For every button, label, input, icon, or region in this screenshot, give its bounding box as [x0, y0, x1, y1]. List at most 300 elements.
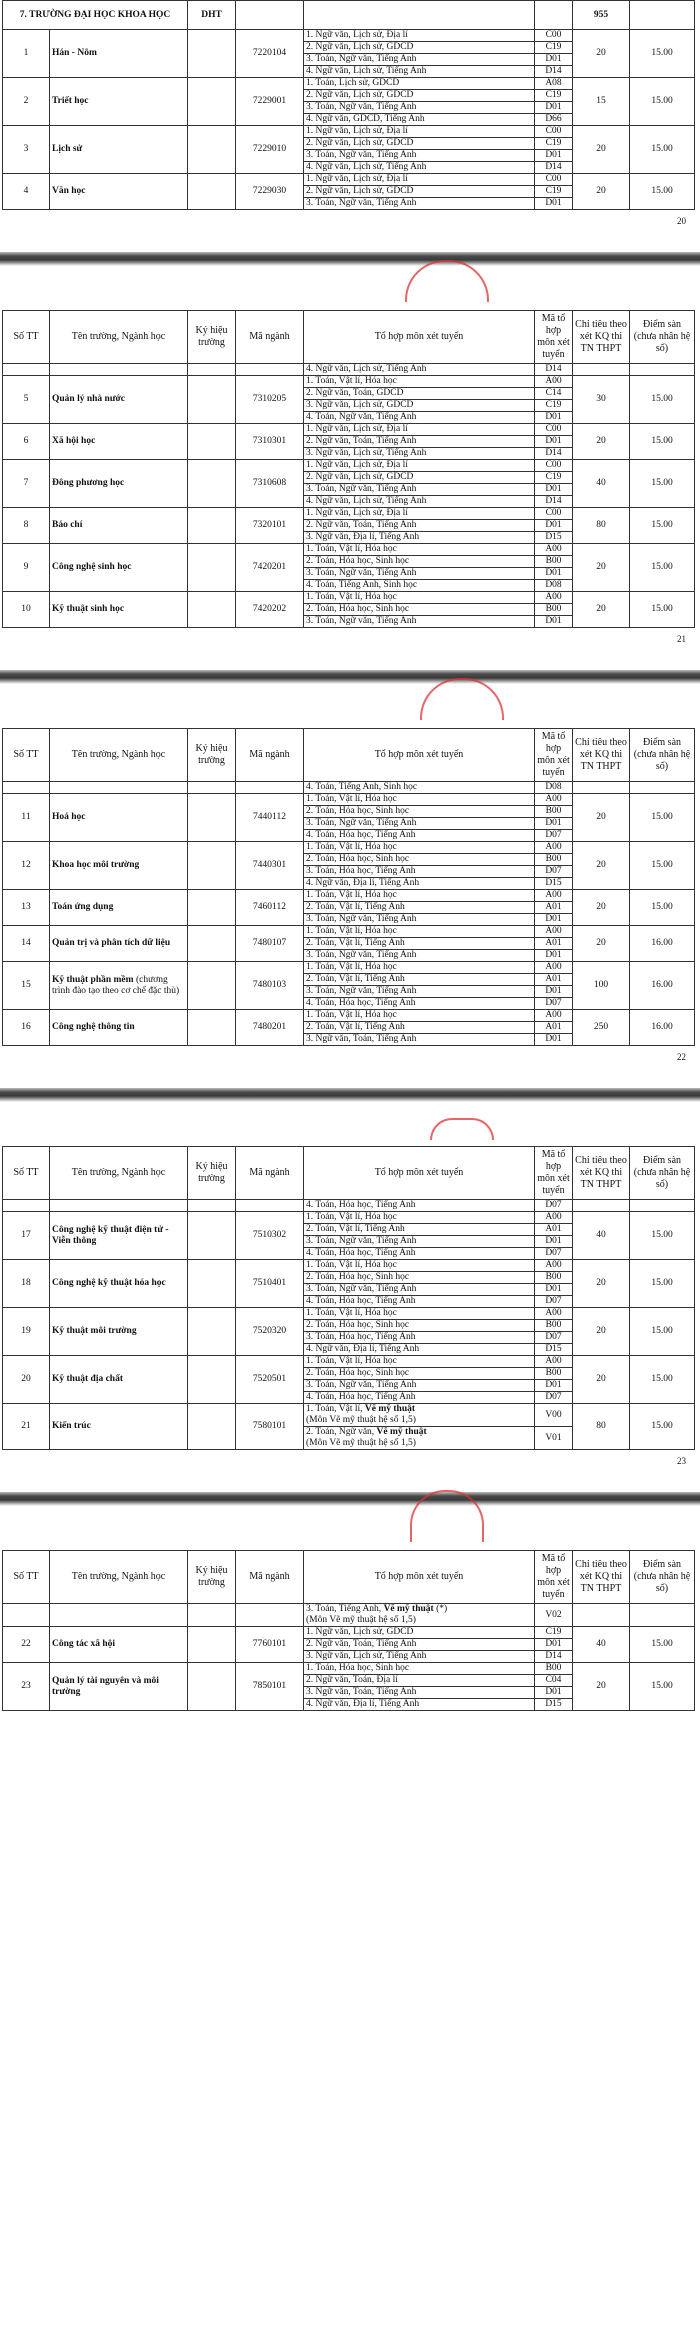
combination-code: D01	[535, 54, 573, 66]
school-total-quota: 955	[573, 1, 630, 30]
major-name	[50, 424, 188, 460]
empty-cell	[573, 364, 630, 376]
major-code: 7480107	[236, 926, 304, 962]
quota-value: 20	[573, 890, 630, 926]
page-number: 20	[677, 216, 686, 226]
major-name-text: Quản lý nhà nước	[52, 394, 125, 404]
combination-code: D01	[535, 986, 573, 998]
combination-text: 1. Toán, Hóa học, Sinh học	[304, 1663, 535, 1675]
table-row	[3, 1212, 695, 1224]
combination-text: 3. Ngữ văn, Địa lí, Tiếng Anh	[304, 532, 535, 544]
combination-code: D08	[535, 580, 573, 592]
empty-cell	[3, 782, 50, 794]
combination-text: 2. Toán, Hóa học, Sinh học	[304, 556, 535, 568]
combination-text: 2. Ngữ văn, Lịch sử, GDCD	[304, 186, 535, 198]
combination-code: A00	[535, 926, 573, 938]
combination-code: D15	[535, 878, 573, 890]
min-score-value: 15.00	[630, 544, 695, 592]
combination-text: 2. Ngữ văn, Lịch sử, GDCD	[304, 42, 535, 54]
red-stamp-mark	[420, 678, 504, 720]
school-symbol-cell	[188, 544, 236, 592]
major-code: 7420201	[236, 544, 304, 592]
combination-code: D01	[535, 520, 573, 532]
combination-text: 1. Toán, Vật lí, Hóa học	[304, 1010, 535, 1022]
combination-code: A01	[535, 974, 573, 986]
combination-text: 2. Ngữ văn, Lịch sử, GDCD	[304, 138, 535, 150]
table-row	[3, 1404, 695, 1427]
combination-text	[304, 1427, 535, 1450]
page-20	[0, 0, 700, 230]
combination-text: 4. Ngữ văn, Lịch sử, Tiếng Anh	[304, 162, 535, 174]
combination-code: A00	[535, 1010, 573, 1022]
page-separator	[0, 230, 700, 310]
combination-code: C19	[535, 186, 573, 198]
major-code: 7480201	[236, 1010, 304, 1046]
combination-text: 3. Toán, Ngữ văn, Tiếng Anh	[304, 102, 535, 114]
table-row	[3, 376, 695, 388]
combination-text: 4. Toán, Hóa học, Tiếng Anh	[304, 1296, 535, 1308]
major-name	[50, 508, 188, 544]
major-code: 7420202	[236, 592, 304, 628]
major-name	[50, 30, 188, 78]
major-code: 7520501	[236, 1356, 304, 1404]
major-name-text: Triết học	[52, 96, 89, 106]
combination-code: D14	[535, 162, 573, 174]
school-symbol-cell	[188, 460, 236, 508]
major-name	[50, 1212, 188, 1260]
min-score-value: 15.00	[630, 460, 695, 508]
col-header-combination-code: Mã tổ hợp môn xét tuyển	[535, 1551, 573, 1604]
combination-code: D01	[535, 568, 573, 580]
school-symbol-cell	[188, 592, 236, 628]
combination-text: 2. Ngữ văn, Lịch sử, GDCD	[304, 90, 535, 102]
combination-code: D07	[535, 1332, 573, 1344]
school-symbol-cell	[188, 78, 236, 126]
major-name-text: Kỹ thuật phần mềm	[52, 974, 134, 985]
combination-text: 2. Toán, Vật lí, Tiếng Anh	[304, 938, 535, 950]
school-symbol-cell	[188, 174, 236, 210]
combination-code: D07	[535, 866, 573, 878]
combination-text: 2. Ngữ văn, Toán, Tiếng Anh	[304, 1639, 535, 1651]
major-code: 7440301	[236, 842, 304, 890]
combination-code: B00	[535, 806, 573, 818]
table-header-row	[3, 311, 695, 364]
combination-text: 4. Ngữ văn, GDCD, Tiếng Anh	[304, 114, 535, 126]
combination-text: 2. Toán, Vật lí, Tiếng Anh	[304, 902, 535, 914]
major-name-text: Kỹ thuật sinh học	[52, 604, 125, 614]
table-row	[3, 1356, 695, 1368]
combination-text: 1. Ngữ văn, Lịch sử, Địa lí	[304, 174, 535, 186]
combination-code: D01	[535, 1034, 573, 1046]
page-24	[0, 1550, 700, 1711]
combination-code: A00	[535, 962, 573, 974]
major-code: 7510401	[236, 1260, 304, 1308]
major-code: 7460112	[236, 890, 304, 926]
major-code: 7310608	[236, 460, 304, 508]
col-header-stt: Số TT	[3, 1147, 50, 1200]
school-header-row	[3, 1, 695, 30]
combination-code: A00	[535, 794, 573, 806]
quota-value: 20	[573, 1356, 630, 1404]
min-score-value: 15.00	[630, 592, 695, 628]
combination-code: C00	[535, 174, 573, 186]
combination-code: D14	[535, 448, 573, 460]
table-row	[3, 1010, 695, 1022]
col-header-name: Tên trường, Ngành học	[50, 311, 188, 364]
combination-text: 2. Ngữ văn, Toán, Tiếng Anh	[304, 520, 535, 532]
school-symbol-cell	[188, 376, 236, 424]
combination-code: D01	[535, 484, 573, 496]
empty-cell	[573, 782, 630, 794]
min-score-value: 15.00	[630, 30, 695, 78]
page-separator	[0, 1470, 700, 1550]
combination-text: 2. Toán, Vật lí, Tiếng Anh	[304, 974, 535, 986]
combination-code: D07	[535, 1296, 573, 1308]
col-header-combination: Tổ hợp môn xét tuyển	[304, 1551, 535, 1604]
combination-code: C19	[535, 90, 573, 102]
major-name	[50, 544, 188, 592]
combination-code: D15	[535, 532, 573, 544]
school-symbol-cell	[188, 1212, 236, 1260]
quota-value: 15	[573, 78, 630, 126]
combination-text: 1. Toán, Vật lí, Hóa học	[304, 1260, 535, 1272]
combination-text: 3. Ngữ văn, Lịch sử, GDCD	[304, 400, 535, 412]
combination-text: 3. Ngữ văn, Toán, Tiếng Anh	[304, 1034, 535, 1046]
major-name-text: Công nghệ kỹ thuật điện tử - Viễn thông	[52, 1224, 169, 1246]
combination-text: 2. Ngữ văn, Lịch sử, GDCD	[304, 472, 535, 484]
col-header-stt: Số TT	[3, 1551, 50, 1604]
table-row	[3, 126, 695, 138]
combination-code: C04	[535, 1675, 573, 1687]
table-header-row	[3, 1147, 695, 1200]
school-symbol-cell	[188, 794, 236, 842]
min-score-value: 15.00	[630, 126, 695, 174]
quota-value: 20	[573, 842, 630, 890]
combination-text: 2. Toán, Hóa học, Sinh học	[304, 806, 535, 818]
page-21	[0, 310, 700, 648]
table-header-row	[3, 1551, 695, 1604]
combination-code: C14	[535, 388, 573, 400]
combination-code: D01	[535, 1639, 573, 1651]
combination-code: D01	[535, 616, 573, 628]
combination-text: 2. Toán, Vật lí, Tiếng Anh	[304, 1224, 535, 1236]
col-header-quota: Chỉ tiêu theo xét KQ thi TN THPT	[573, 1551, 630, 1604]
empty-cell	[236, 364, 304, 376]
red-stamp-mark	[410, 1490, 484, 1542]
combination-text: 1. Toán, Vật lí, Hóa học	[304, 1356, 535, 1368]
major-name-text: Hoá học	[52, 812, 86, 822]
row-number: 14	[3, 926, 50, 962]
combination-text: 1. Ngữ văn, Lịch sử, Địa lí	[304, 30, 535, 42]
combination-text: 4. Ngữ văn, Lịch sử, Tiếng Anh	[304, 66, 535, 78]
combination-code: D14	[535, 496, 573, 508]
combination-code: C00	[535, 460, 573, 472]
major-code: 7510302	[236, 1212, 304, 1260]
combination-code: D01	[535, 102, 573, 114]
major-name	[50, 926, 188, 962]
combination-code: V00	[535, 1404, 573, 1427]
major-name	[50, 460, 188, 508]
col-header-name: Tên trường, Ngành học	[50, 1551, 188, 1604]
major-name-text: Công nghệ kỹ thuật hóa học	[52, 1278, 166, 1288]
combination-text: 1. Toán, Vật lí, Hóa học	[304, 926, 535, 938]
major-name-text: Báo chí	[52, 520, 83, 530]
major-name	[50, 962, 188, 1010]
col-header-symbol: Ký hiệu trường	[188, 311, 236, 364]
row-number: 18	[3, 1260, 50, 1308]
major-name	[50, 174, 188, 210]
combination-code: C19	[535, 42, 573, 54]
school-name: 7. TRƯỜNG ĐẠI HỌC KHOA HỌC	[3, 1, 188, 30]
combination-code: D07	[535, 1248, 573, 1260]
combination-text: 1. Toán, Vật lí, Hóa học	[304, 890, 535, 902]
combination-code: V01	[535, 1427, 573, 1450]
empty-cell	[188, 1200, 236, 1212]
min-score-value: 15.00	[630, 508, 695, 544]
col-header-min-score: Điểm sàn (chưa nhân hệ số)	[630, 1551, 695, 1604]
combination-code: D07	[535, 998, 573, 1010]
combination-code: D01	[535, 1380, 573, 1392]
row-number: 20	[3, 1356, 50, 1404]
min-score-value: 15.00	[630, 424, 695, 460]
major-name	[50, 1404, 188, 1450]
continuation-row	[3, 782, 695, 794]
col-header-combination: Tổ hợp môn xét tuyển	[304, 311, 535, 364]
combination-code: D14	[535, 1651, 573, 1663]
continuation-row	[3, 1200, 695, 1212]
row-number: 4	[3, 174, 50, 210]
major-name-text: Kiến trúc	[52, 1421, 91, 1431]
table-row	[3, 1308, 695, 1320]
combination-text: 4. Toán, Tiếng Anh, Sinh học	[304, 580, 535, 592]
combination-text: 4. Ngữ văn, Địa lí, Tiếng Anh	[304, 1344, 535, 1356]
min-score-value: 15.00	[630, 174, 695, 210]
combination-code: B00	[535, 604, 573, 616]
combination-text: 4. Toán, Hóa học, Tiếng Anh	[304, 998, 535, 1010]
combination-text	[304, 1404, 535, 1427]
combination-text: 1. Toán, Vật lí, Hóa học	[304, 1212, 535, 1224]
continuation-row	[3, 364, 695, 376]
row-number: 23	[3, 1663, 50, 1711]
combination-text: 3. Ngữ văn, Lịch sử, Tiếng Anh	[304, 1651, 535, 1663]
quota-value: 20	[573, 1260, 630, 1308]
col-header-symbol: Ký hiệu trường	[188, 729, 236, 782]
school-symbol-cell	[188, 890, 236, 926]
combination-code: B00	[535, 1272, 573, 1284]
quota-value: 40	[573, 460, 630, 508]
combination-text: 3. Toán, Ngữ văn, Tiếng Anh	[304, 950, 535, 962]
major-name-text: Quản lý tài nguyên và môi trường	[52, 1675, 159, 1697]
combination-code: A00	[535, 1212, 573, 1224]
combination-text: 3. Toán, Ngữ văn, Tiếng Anh	[304, 484, 535, 496]
combination-code: D01	[535, 198, 573, 210]
combination-code: D01	[535, 1284, 573, 1296]
admission-table-page-20	[2, 0, 695, 210]
quota-value: 100	[573, 962, 630, 1010]
min-score-value: 15.00	[630, 890, 695, 926]
empty-cell	[573, 1604, 630, 1627]
quota-value: 250	[573, 1010, 630, 1046]
min-score-value: 16.00	[630, 962, 695, 1010]
school-symbol-cell	[188, 842, 236, 890]
row-number: 1	[3, 30, 50, 78]
empty-cell	[630, 782, 695, 794]
major-name	[50, 1663, 188, 1711]
table-row	[3, 30, 695, 42]
major-name-text: Hán - Nôm	[52, 48, 97, 58]
table-row	[3, 174, 695, 186]
min-score-value: 15.00	[630, 1356, 695, 1404]
combination-code: C00	[535, 508, 573, 520]
col-header-combination-code: Mã tổ hợp môn xét tuyển	[535, 1147, 573, 1200]
combination-code: D01	[535, 1687, 573, 1699]
combination-code: D01	[535, 1236, 573, 1248]
min-score-value: 15.00	[630, 1308, 695, 1356]
table-header-row	[3, 729, 695, 782]
combination-text: 4. Ngữ văn, Lịch sử, Tiếng Anh	[304, 364, 535, 376]
school-code: DHT	[188, 1, 236, 30]
min-score-value: 16.00	[630, 926, 695, 962]
empty-cell	[50, 782, 188, 794]
combination-code: C19	[535, 472, 573, 484]
col-header-symbol: Ký hiệu trường	[188, 1551, 236, 1604]
combination-code: D15	[535, 1344, 573, 1356]
school-symbol-cell	[188, 1308, 236, 1356]
table-row	[3, 424, 695, 436]
major-code: 7220104	[236, 30, 304, 78]
major-name-text: Xã hội học	[52, 436, 96, 446]
combination-text: 3. Toán, Ngữ văn, Tiếng Anh	[304, 150, 535, 162]
col-header-quota: Chỉ tiêu theo xét KQ thi TN THPT	[573, 729, 630, 782]
empty-cell	[50, 364, 188, 376]
col-header-combination: Tổ hợp môn xét tuyển	[304, 1147, 535, 1200]
min-score-value: 15.00	[630, 1627, 695, 1663]
combination-code: C19	[535, 1627, 573, 1639]
combination-code: D14	[535, 364, 573, 376]
page-number: 21	[677, 634, 686, 644]
combination-main: 3. Toán, Tiếng Anh, Vẽ mỹ thuật (*)	[306, 1604, 448, 1614]
row-number: 6	[3, 424, 50, 460]
combination-text: 1. Toán, Vật lí, Hóa học	[304, 962, 535, 974]
combination-text: 4. Toán, Ngữ văn, Tiếng Anh	[304, 412, 535, 424]
major-name	[50, 592, 188, 628]
major-name	[50, 842, 188, 890]
row-number: 11	[3, 794, 50, 842]
min-score-value: 15.00	[630, 1212, 695, 1260]
combination-note: (Môn Vẽ mỹ thuật hệ số 1,5)	[306, 1415, 416, 1425]
combination-code: A00	[535, 842, 573, 854]
quota-value: 30	[573, 376, 630, 424]
table-row	[3, 592, 695, 604]
empty-cell	[236, 782, 304, 794]
combination-code: D08	[535, 782, 573, 794]
row-number: 3	[3, 126, 50, 174]
col-header-code: Mã ngành	[236, 1147, 304, 1200]
min-score-value: 15.00	[630, 794, 695, 842]
row-number: 15	[3, 962, 50, 1010]
combination-text: 1. Ngữ văn, Lịch sử, Địa lí	[304, 424, 535, 436]
page-22	[0, 728, 700, 1066]
combination-code: D01	[535, 818, 573, 830]
col-header-name: Tên trường, Ngành học	[50, 1147, 188, 1200]
combination-code: B00	[535, 556, 573, 568]
major-code: 7229010	[236, 126, 304, 174]
major-code: 7580101	[236, 1404, 304, 1450]
page-number: 23	[677, 1456, 686, 1466]
empty-cell	[188, 1604, 236, 1627]
table-row	[3, 78, 695, 90]
quota-value: 40	[573, 1212, 630, 1260]
combination-text: 1. Toán, Vật lí, Hóa học	[304, 376, 535, 388]
major-name	[50, 1356, 188, 1404]
combination-code: A01	[535, 902, 573, 914]
combination-code: C00	[535, 424, 573, 436]
combination-code: D01	[535, 914, 573, 926]
row-number: 7	[3, 460, 50, 508]
combination-text: 1. Ngữ văn, Lịch sử, Địa lí	[304, 460, 535, 472]
row-number: 8	[3, 508, 50, 544]
combination-code: A00	[535, 592, 573, 604]
table-row	[3, 962, 695, 974]
col-header-min-score: Điểm sàn (chưa nhân hệ số)	[630, 729, 695, 782]
col-header-code: Mã ngành	[236, 729, 304, 782]
col-header-min-score: Điểm sàn (chưa nhân hệ số)	[630, 311, 695, 364]
quota-value: 80	[573, 508, 630, 544]
table-row	[3, 890, 695, 902]
combination-code: A00	[535, 890, 573, 902]
major-name-text: Công nghệ sinh học	[52, 562, 132, 572]
combination-text: 2. Toán, Hóa học, Sinh học	[304, 604, 535, 616]
combination-code: A08	[535, 78, 573, 90]
combination-text: 2. Ngữ văn, Toán, Địa lí	[304, 1675, 535, 1687]
table-row	[3, 926, 695, 938]
quota-value: 20	[573, 926, 630, 962]
page-number: 22	[677, 1052, 686, 1062]
empty-cell	[236, 1604, 304, 1627]
combination-text: 2. Toán, Hóa học, Sinh học	[304, 1272, 535, 1284]
empty-cell	[236, 1200, 304, 1212]
combination-text	[304, 1604, 535, 1627]
combination-text: 1. Toán, Vật lí, Hóa học	[304, 794, 535, 806]
col-header-code: Mã ngành	[236, 1551, 304, 1604]
min-score-value: 15.00	[630, 1663, 695, 1711]
combination-text: 3. Toán, Hóa học, Tiếng Anh	[304, 1332, 535, 1344]
combination-text: 4. Ngữ văn, Địa lí, Tiếng Anh	[304, 878, 535, 890]
combination-code: B00	[535, 1320, 573, 1332]
combination-code: B00	[535, 1663, 573, 1675]
major-name	[50, 1260, 188, 1308]
combination-text: 4. Toán, Hóa học, Tiếng Anh	[304, 1248, 535, 1260]
red-stamp-mark	[430, 1118, 494, 1140]
combination-code: B00	[535, 854, 573, 866]
combination-code: D01	[535, 436, 573, 448]
combination-text: 2. Toán, Hóa học, Sinh học	[304, 1320, 535, 1332]
col-header-stt: Số TT	[3, 311, 50, 364]
col-header-min-score: Điểm sàn (chưa nhân hệ số)	[630, 1147, 695, 1200]
row-number: 22	[3, 1627, 50, 1663]
empty-cell	[630, 1200, 695, 1212]
combination-text: 3. Toán, Ngữ văn, Tiếng Anh	[304, 986, 535, 998]
major-name-text: Quản trị và phân tích dữ liệu	[52, 938, 171, 948]
page-separator	[0, 648, 700, 728]
quota-value: 40	[573, 1627, 630, 1663]
row-number: 13	[3, 890, 50, 926]
empty-cell	[50, 1604, 188, 1627]
combination-code: A00	[535, 1308, 573, 1320]
empty-cell	[50, 1200, 188, 1212]
combination-code: A00	[535, 544, 573, 556]
combination-text: 3. Ngữ văn, Lịch sử, Tiếng Anh	[304, 448, 535, 460]
